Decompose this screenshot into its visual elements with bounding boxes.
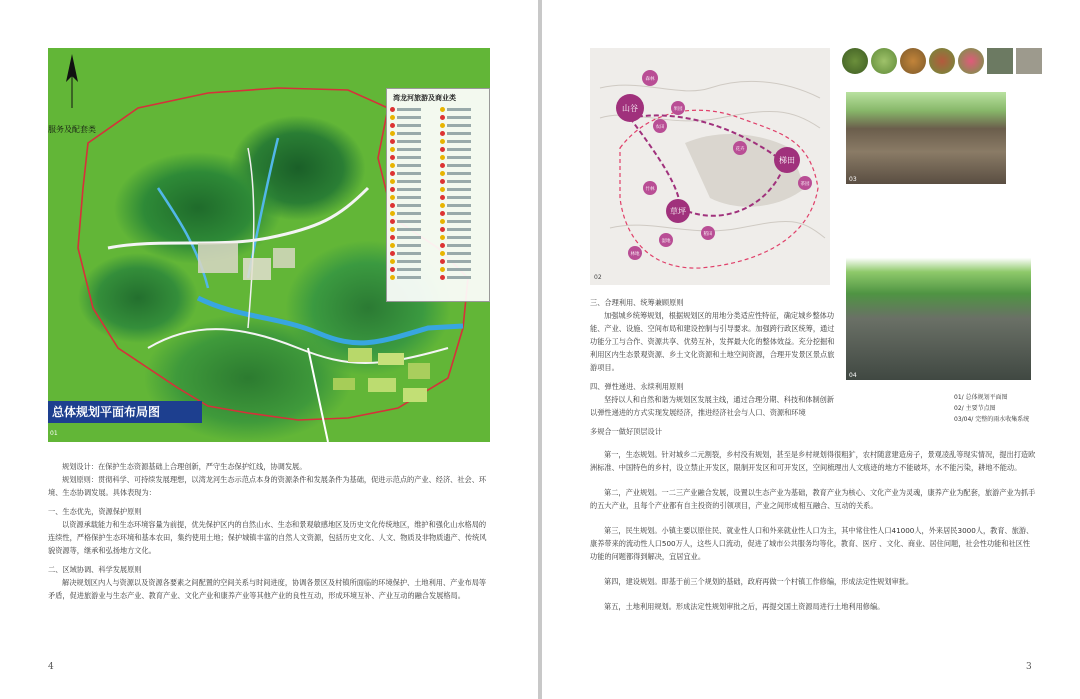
paragraph: 解决规划区内人与资源以及资源各要素之间配置的空间关系与时间进度，协调各景区及村镇所面临的环境保护、土地利用、产业布局等矛盾，促进旅游业与生态产业、教育产业、文化产业和康养产业等其他产业的良性互动，形成环境互补、产业互动的融合发展格局。 xyxy=(48,578,487,600)
legend-swatch-icon xyxy=(440,243,445,248)
legend-item xyxy=(440,217,487,225)
legend-item xyxy=(390,225,437,233)
node-label: 茶园 xyxy=(800,182,810,187)
legend-swatch-icon xyxy=(390,211,395,216)
node-label: 果园 xyxy=(673,107,683,112)
legend-swatch-icon xyxy=(390,179,395,184)
node-label: 农田 xyxy=(655,125,665,130)
legend-item xyxy=(440,113,487,121)
legend-swatch-icon xyxy=(390,163,395,168)
north-arrow-icon xyxy=(52,52,92,112)
legend-item xyxy=(390,113,437,121)
farmland xyxy=(403,388,427,402)
legend-item xyxy=(390,185,437,193)
legend-swatch-icon xyxy=(390,195,395,200)
map-side-label: 服务及配套类 xyxy=(48,125,96,134)
node-label: 花卉 xyxy=(735,147,745,152)
river xyxy=(198,298,463,343)
town-block xyxy=(243,258,271,280)
material-swatches xyxy=(842,48,1042,74)
figure-number: 02 xyxy=(594,274,602,281)
legend-swatch-icon xyxy=(440,179,445,184)
legend-swatch-icon xyxy=(390,139,395,144)
farmland xyxy=(408,363,430,379)
node-label: 森林 xyxy=(645,77,655,82)
paragraph: 第五，土地利用规划。形成法定性规划审批之后，再提交国土资源局进行土地利用修编。 xyxy=(604,602,885,611)
legend-swatch-icon xyxy=(390,115,395,120)
section-heading: 多规合一做好顶层设计 xyxy=(590,427,662,436)
legend-item xyxy=(390,177,437,185)
legend-item xyxy=(440,105,487,113)
node-label: 稻田 xyxy=(703,232,713,237)
section-heading: 四、弹性递进、永续利用原则 xyxy=(590,382,684,391)
page-number: 3 xyxy=(1026,662,1032,672)
paragraph: 规划原则：贯彻科学、可持续发展理想，以湾龙河生态示范点本身的资源条件和发展条件为基础，促进示范点的产业、经济、社会、环境、生态协调发展。具体表现为： xyxy=(48,475,487,497)
plant-swatch-icon xyxy=(871,48,897,74)
legend-item xyxy=(440,185,487,193)
legend-swatch-icon xyxy=(440,227,445,232)
legend-swatch-icon xyxy=(440,195,445,200)
legend-swatch-icon xyxy=(390,235,395,240)
legend-title: 湾龙河旅游及商业类 xyxy=(393,94,456,102)
figure-number: 04 xyxy=(849,372,857,379)
legend-item xyxy=(440,201,487,209)
legend-swatch-icon xyxy=(390,219,395,224)
legend-swatch-icon xyxy=(440,251,445,256)
section-drawing-04 xyxy=(846,200,1031,380)
legend-swatch-icon xyxy=(440,107,445,112)
legend-item xyxy=(390,217,437,225)
legend-swatch-icon xyxy=(390,203,395,208)
legend-item xyxy=(390,193,437,201)
legend-item xyxy=(390,169,437,177)
figure-number: 03 xyxy=(849,176,857,183)
node-label: 竹林 xyxy=(645,187,655,192)
legend-item xyxy=(390,201,437,209)
legend-item xyxy=(440,153,487,161)
main-road xyxy=(108,188,368,248)
legend-swatch-icon xyxy=(390,187,395,192)
legend-item xyxy=(390,257,437,265)
paragraph: 第四，建设规划。即基于前三个规划的基础，政府再做一个村镇工作修编，形成法定性规划审批。 xyxy=(604,577,914,586)
legend-swatch-icon xyxy=(440,275,445,280)
legend-swatch-icon xyxy=(390,259,395,264)
paragraph: 第二，产业规划。一二三产业融合发展，设置以生态产业为基础，教育产业为核心、文化产业为灵魂，康养产业为配套，旅游产业为抓手的五大产业，且每个产业都有自主投资的引领项目，产业之间形成相互融合、互动的关系。 xyxy=(590,488,1036,510)
legend-swatch-icon xyxy=(440,219,445,224)
legend-item xyxy=(390,121,437,129)
legend-swatch-icon xyxy=(440,147,445,152)
legend-item xyxy=(390,209,437,217)
legend-swatch-icon xyxy=(440,211,445,216)
material-swatch-icon xyxy=(1016,48,1042,74)
legend-swatch-icon xyxy=(440,171,445,176)
right-upper-text xyxy=(590,296,836,438)
node-label: 山谷 xyxy=(622,104,638,113)
figure-captions xyxy=(954,392,1029,425)
legend-swatch-icon xyxy=(390,267,395,272)
legend-swatch-icon xyxy=(390,107,395,112)
legend-swatch-icon xyxy=(440,235,445,240)
legend-item xyxy=(440,249,487,257)
legend-swatch-icon xyxy=(390,227,395,232)
legend-item xyxy=(440,177,487,185)
legend-item xyxy=(440,169,487,177)
town-block xyxy=(198,243,238,273)
section-drawing-03 xyxy=(846,92,1006,184)
legend-swatch-icon xyxy=(440,123,445,128)
figure-number: 01 xyxy=(50,430,58,437)
legend-item xyxy=(390,145,437,153)
legend-item xyxy=(440,137,487,145)
right-page xyxy=(542,0,1080,699)
caption: 03/04/ 完整的雨水收集系统 xyxy=(954,416,1030,423)
legend-swatch-icon xyxy=(390,131,395,136)
right-lower-text xyxy=(590,448,1036,613)
legend-item xyxy=(440,209,487,217)
plant-swatch-icon xyxy=(900,48,926,74)
plant-swatch-icon xyxy=(842,48,868,74)
legend-item xyxy=(390,153,437,161)
farmland xyxy=(333,378,355,390)
farmland xyxy=(368,378,396,392)
page-number: 4 xyxy=(48,662,54,672)
legend-swatch-icon xyxy=(440,131,445,136)
legend-item xyxy=(440,145,487,153)
legend-swatch-icon xyxy=(440,139,445,144)
legend-item xyxy=(390,241,437,249)
legend-column-left xyxy=(390,105,437,281)
legend-item xyxy=(440,265,487,273)
legend-swatch-icon xyxy=(390,243,395,248)
legend-item xyxy=(390,137,437,145)
paragraph: 坚持以人和自然和谐为规划区发展主线，通过合理分期、科技和体制创新以弹性递进的方式实现发展经济，推进经济社会与人口、资源和环境 xyxy=(590,395,835,417)
town-block xyxy=(273,248,295,268)
legend-swatch-icon xyxy=(440,259,445,264)
legend-swatch-icon xyxy=(440,187,445,192)
node-label: 湿地 xyxy=(661,239,671,244)
section-heading: 三、合理利用、统筹兼顾原则 xyxy=(590,298,684,307)
legend-item xyxy=(390,265,437,273)
legend-swatch-icon xyxy=(390,251,395,256)
legend-swatch-icon xyxy=(390,275,395,280)
legend-item xyxy=(440,161,487,169)
paragraph: 规划设计：在保护生态资源基础上合理创新，严守生态保护红线，协调发展。 xyxy=(62,462,307,471)
left-page xyxy=(0,0,538,699)
paragraph: 第三，民生规划。小镇主要以原住民、就业性人口和外来就业性人口为主，其中常住性人口41000人，外来居民3000人，教育、旅游、康养带来的流动性人口500万人，这些人口流动，促进了城市公共服务均等化，教育、医疗 、文化、商业、居住问题，社会性功能和社区性功能的问题都得到解决，宜居宜业。 xyxy=(590,526,1034,561)
caption: 01/ 总体规划平面图 xyxy=(954,394,1008,401)
legend-swatch-icon xyxy=(390,123,395,128)
paragraph: 以资源承载能力和生态环境容量为前提，优先保护区内的自然山水、生态和景观敏感地区及历史文化传统地区，维护和强化山水格局的连续性，严格保护生态环境和基本农田，集约使用土地；保护城镇丰富的自然人文资源，包括历史文化、人文、物质及非物质遗产、传统风貌资源等，继承和弘扬地方文化。 xyxy=(48,520,487,555)
paragraph: 第一，生态规划。针对城乡二元割裂，乡村没有规划，甚至是乡村规划得很粗犷，农村随意建造房子，景观凌乱等现实情况，提出打造欧洲标准、中国特色的乡村，设立禁止开发区，限制开发区和可开发区，空间梳理出人文痕迹的地方不能破坏，水不能污染，耕地不能动。 xyxy=(590,450,1036,472)
legend-item xyxy=(390,161,437,169)
legend-item xyxy=(440,257,487,265)
legend-item xyxy=(440,241,487,249)
legend-item xyxy=(440,233,487,241)
section-heading: 一、生态优先，资源保护原则 xyxy=(48,507,142,516)
map-title: 总体规划平面布局图 xyxy=(48,401,202,423)
legend-swatch-icon xyxy=(440,203,445,208)
legend-swatch-icon xyxy=(440,155,445,160)
highway xyxy=(308,348,328,442)
left-body-text xyxy=(48,460,492,602)
node-label: 梯田 xyxy=(779,156,795,165)
section-heading: 二、区域协调、科学发展原则 xyxy=(48,565,142,574)
node-label: 林地 xyxy=(630,252,640,257)
legend-item xyxy=(440,273,487,281)
legend-item xyxy=(440,129,487,137)
legend-item xyxy=(440,121,487,129)
legend-swatch-icon xyxy=(390,171,395,176)
legend-swatch-icon xyxy=(440,267,445,272)
map-legend xyxy=(386,88,490,302)
legend-item xyxy=(390,249,437,257)
legend-item xyxy=(390,129,437,137)
legend-item xyxy=(440,225,487,233)
legend-swatch-icon xyxy=(440,115,445,120)
caption: 02/ 主要节点图 xyxy=(954,405,996,412)
farmland xyxy=(348,348,372,362)
legend-item xyxy=(390,233,437,241)
plant-swatch-icon xyxy=(958,48,984,74)
plant-swatch-icon xyxy=(929,48,955,74)
legend-swatch-icon xyxy=(440,163,445,168)
legend-item xyxy=(390,105,437,113)
legend-item xyxy=(390,273,437,281)
node-label: 草坪 xyxy=(670,207,686,216)
farmland xyxy=(378,353,404,365)
legend-item xyxy=(440,193,487,201)
main-road xyxy=(248,148,254,328)
legend-column-right xyxy=(440,105,487,281)
node-map-drawing xyxy=(590,48,830,285)
legend-swatch-icon xyxy=(390,155,395,160)
material-swatch-icon xyxy=(987,48,1013,74)
node-map xyxy=(590,48,830,285)
legend-swatch-icon xyxy=(390,147,395,152)
master-plan-map xyxy=(48,48,490,442)
paragraph: 加强城乡统筹规划，根据规划区的用地分类适应性特征，确定城乡整体功能、产业、设施、空间布局和建设控制与引导要求。加强跨行政区统筹，通过功能分工与合作、资源共享、优势互补，发挥最大化的整体效益。充分挖掘和利用区内生态景观资源、乡土文化资源和土地空间资源，合理开发景区景点旅游项目。 xyxy=(590,311,835,372)
